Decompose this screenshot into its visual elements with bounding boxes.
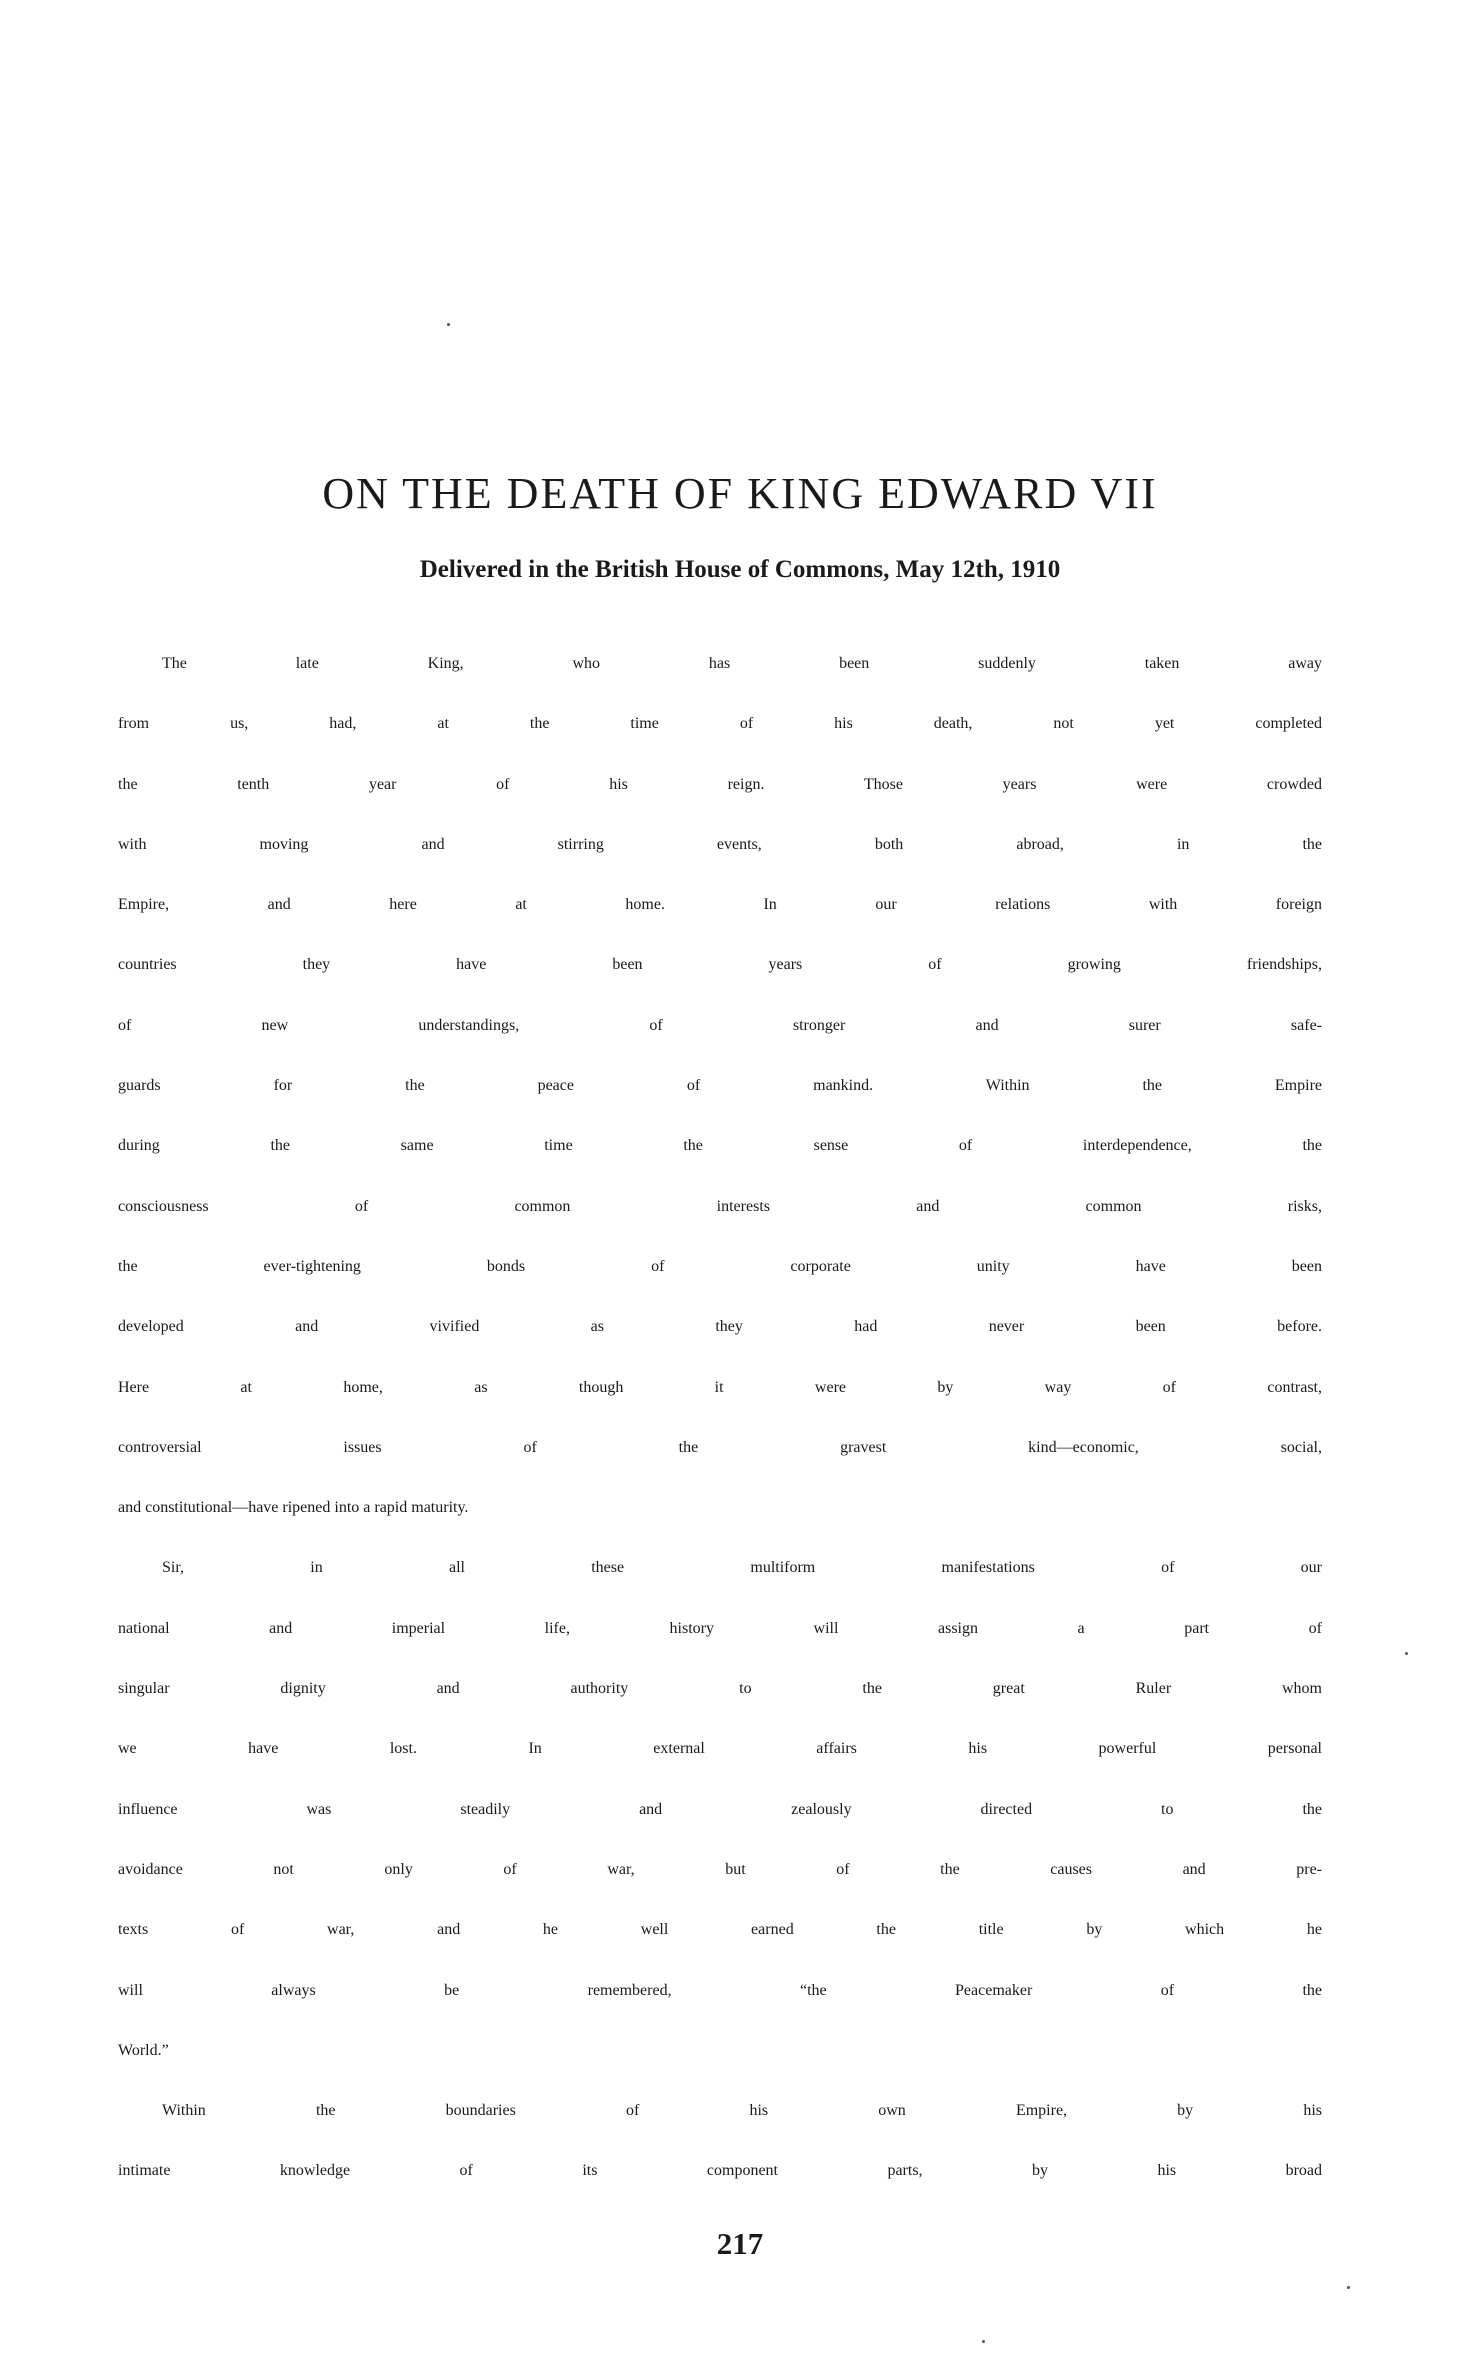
text-line: influence was steadily and zealously directed to the (118, 1800, 1322, 1818)
page-subtitle: Delivered in the British House of Commons, May 12th, 1910 (419, 556, 1061, 583)
text-line: consciousness of common interests and common risks, (118, 1197, 1322, 1215)
scan-speck (1405, 1652, 1408, 1655)
text-line: national and imperial life, history will assign a part of (118, 1619, 1322, 1637)
page-number: 217 (716, 2226, 764, 2261)
scan-speck (1347, 2286, 1350, 2289)
text-line: during the same time the sense of interdependence, the (118, 1137, 1322, 1155)
text-line: singular dignity and authority to the great Ruler whom (118, 1680, 1322, 1698)
text-line: with moving and stirring events, both abroad, in the (118, 835, 1322, 853)
text-line: of new understandings, of stronger and surer safe- (118, 1016, 1322, 1034)
text-line: Here at home, as though it were by way of contrast, (118, 1378, 1322, 1396)
text-line: The late King, who has been suddenly taken away (162, 655, 1322, 672)
paragraph-1 (118, 655, 1322, 1559)
text-line: intimate knowledge of its component parts, by his broad (118, 2162, 1322, 2180)
page-title: ON THE DEATH OF KING EDWARD VII (322, 469, 1158, 518)
text-line: countries they have been years of growing friendships, (118, 956, 1322, 974)
text-line: texts of war, and he well earned the title by which he (118, 1921, 1322, 1939)
text-line: Sir, in all these multiform manifestations of our (162, 1559, 1322, 1577)
body-text (118, 655, 1322, 2223)
text-line: developed and vivified as they had never been before. (118, 1318, 1322, 1336)
text-line: the tenth year of his reign. Those years were crowded (118, 775, 1322, 793)
text-line: guards for the peace of mankind. Within the Empire (118, 1077, 1322, 1095)
text-line: will always be remembered, “the Peacemaker of the (118, 1981, 1322, 1999)
text-line: from us, had, at the time of his death, not yet completed (118, 715, 1322, 733)
text-line: we have lost. In external affairs his powerful personal (118, 1740, 1322, 1758)
paragraph-3 (118, 2102, 1322, 2223)
text-line: avoidance not only of war, but of the causes and pre- (118, 1860, 1322, 1878)
text-line: the ever-tightening bonds of corporate unity have been (118, 1257, 1322, 1275)
paragraph-2 (118, 1559, 1322, 2102)
text-line: Within the boundaries of his own Empire, by his (162, 2102, 1322, 2120)
text-line: controversial issues of the gravest kind—economic, social, (118, 1438, 1322, 1456)
text-line: and constitutional—have ripened into a rapid maturity. (118, 1499, 469, 1517)
text-line: World.” (118, 2041, 169, 2059)
text-line: Empire, and here at home. In our relations with foreign (118, 896, 1322, 914)
scan-speck (447, 323, 450, 326)
scan-speck (982, 2340, 985, 2343)
